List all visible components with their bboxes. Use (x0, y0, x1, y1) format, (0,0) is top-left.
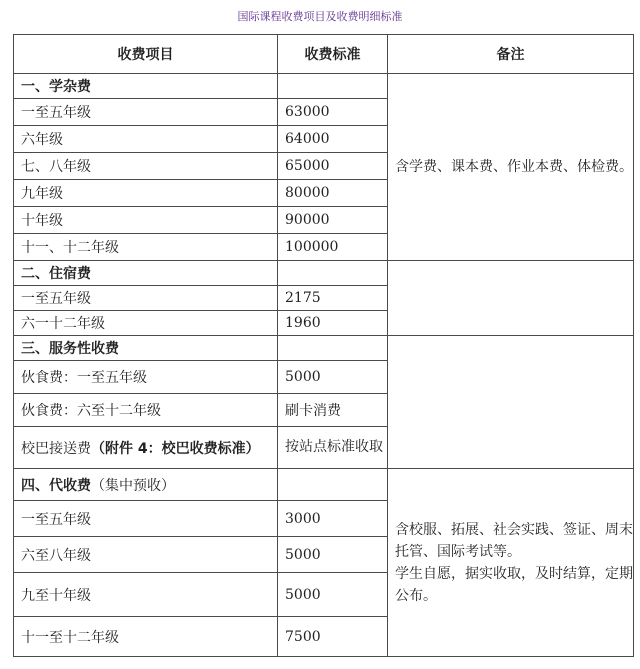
fee-cell: 刷卡消费 (278, 394, 388, 427)
item-cell: 九至十年级 (14, 573, 278, 617)
fee-table (13, 34, 634, 657)
item-cell: 六一十二年级 (14, 311, 278, 336)
section-title-text: 四、代收费 (21, 477, 91, 494)
remark-cell (388, 336, 634, 469)
empty-cell (278, 261, 388, 286)
item-cell: 一至五年级 (14, 286, 278, 311)
remark-cell (388, 261, 634, 336)
section-title: 二、住宿费 (14, 261, 278, 286)
fee-cell: 5000 (278, 537, 388, 573)
fee-cell: 80000 (278, 180, 388, 207)
empty-cell (278, 469, 388, 501)
section-row (14, 74, 634, 99)
table-header-row (14, 35, 634, 74)
fee-cell: 64000 (278, 126, 388, 153)
fee-cell: 2175 (278, 286, 388, 311)
item-cell: 伙食费：一至五年级 (14, 361, 278, 394)
header-item: 收费项目 (14, 35, 278, 74)
section-title (14, 469, 278, 501)
fee-cell: 1960 (278, 311, 388, 336)
fee-cell: 3000 (278, 501, 388, 537)
section-title: 一、学杂费 (14, 74, 278, 99)
item-cell (14, 427, 278, 469)
fee-cell: 63000 (278, 99, 388, 126)
section-title-note: （集中预收） (91, 477, 175, 494)
remark-cell: 含学费、课本费、作业本费、体检费。 (388, 74, 634, 261)
remark-cell (388, 469, 634, 657)
fee-cell: 90000 (278, 207, 388, 234)
fee-cell: 按站点标准收取 (278, 427, 388, 469)
item-cell: 伙食费：六至十二年级 (14, 394, 278, 427)
item-text: 校巴接送费 (21, 440, 91, 457)
fee-cell: 100000 (278, 234, 388, 261)
section-row (14, 336, 634, 361)
header-remark: 备注 (388, 35, 634, 74)
item-cell: 六年级 (14, 126, 278, 153)
empty-cell (278, 74, 388, 99)
header-standard: 收费标准 (278, 35, 388, 74)
fee-cell: 65000 (278, 153, 388, 180)
item-cell: 七、八年级 (14, 153, 278, 180)
section-row (14, 469, 634, 501)
item-bold-text: （附件 4：校巴收费标准） (91, 440, 260, 457)
item-cell: 一至五年级 (14, 99, 278, 126)
item-cell: 十一、十二年级 (14, 234, 278, 261)
item-cell: 六至八年级 (14, 537, 278, 573)
item-cell: 十年级 (14, 207, 278, 234)
fee-cell: 5000 (278, 361, 388, 394)
document-title: 国际课程收费项目及收费明细标准 (237, 10, 403, 23)
item-cell: 一至五年级 (14, 501, 278, 537)
remark-line: 学生自愿，据实收取，及时结算，定期公布。 (395, 565, 633, 604)
item-cell: 九年级 (14, 180, 278, 207)
remark-line: 含校服、拓展、社会实践、签证、周末托管、国际考试等。 (395, 521, 633, 560)
item-cell: 十一至十二年级 (14, 617, 278, 657)
section-title: 三、服务性收费 (14, 336, 278, 361)
fee-cell: 7500 (278, 617, 388, 657)
fee-cell: 5000 (278, 573, 388, 617)
empty-cell (278, 336, 388, 361)
section-row (14, 261, 634, 286)
